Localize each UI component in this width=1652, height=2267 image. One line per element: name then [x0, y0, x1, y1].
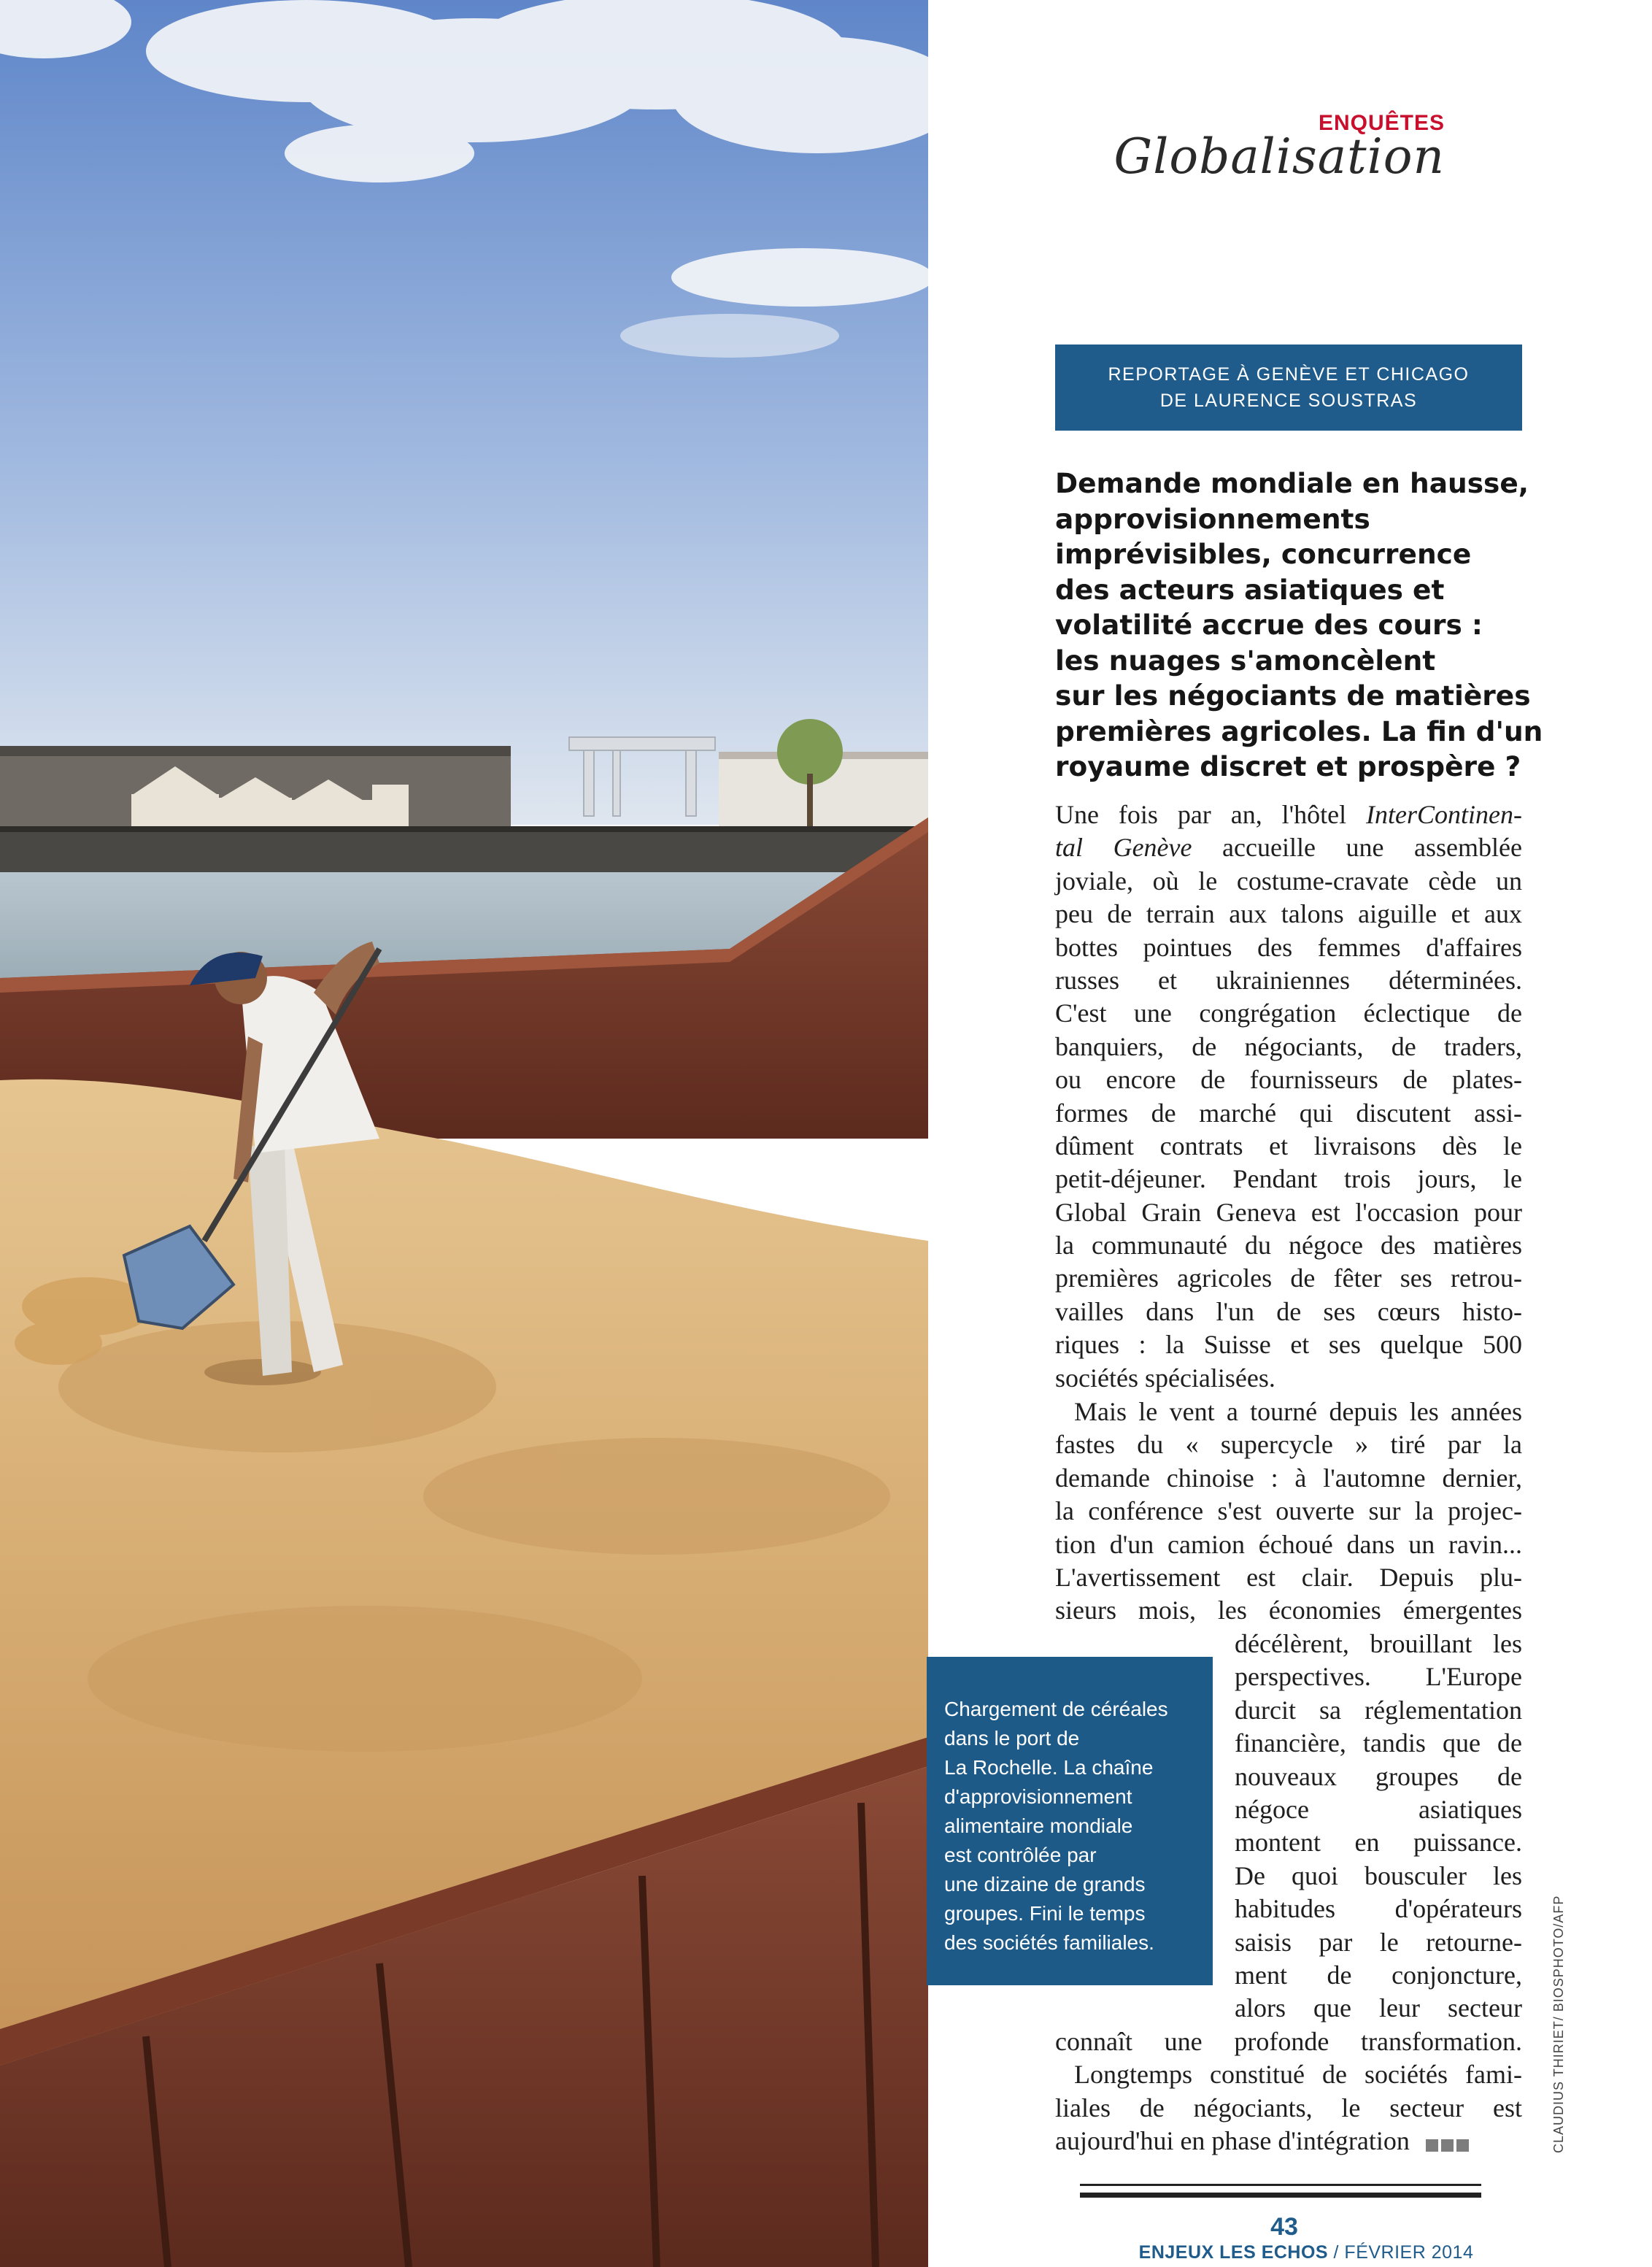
lede-line: imprévisibles, concurrence	[1055, 538, 1472, 570]
body-line: saisis par le retourne-	[1235, 1927, 1522, 1957]
body-line: Longtemps constitué de sociétés fami-	[1074, 2060, 1522, 2090]
body-line: liales de négociants, le secteur est	[1055, 2093, 1522, 2122]
lede-line: les nuages s'amoncèlent	[1055, 644, 1436, 677]
caption-line: alimentaire mondiale	[944, 1814, 1133, 1837]
caption-line: d'approvisionnement	[944, 1785, 1132, 1808]
footer-publication	[1131, 2242, 1481, 2263]
body-line: la communauté du négoce des matières	[1055, 1231, 1522, 1260]
body-line: sociétés spécialisées.	[1055, 1363, 1275, 1393]
hotel-name-italic: tal Genève	[1055, 833, 1192, 863]
photo-caption	[927, 1657, 1213, 1985]
body-line-text: Une fois par an, l'hôtel	[1055, 800, 1347, 829]
body-line: L'avertissement est clair. Depuis plu-	[1055, 1562, 1522, 1592]
lede-line: sur les négociants de matières	[1055, 680, 1531, 712]
body-line: connaît une profonde transformation.	[1055, 2027, 1522, 2056]
publication-date: / FÉVRIER 2014	[1328, 2242, 1474, 2263]
section-rubric: Globalisation	[1113, 128, 1445, 185]
body-line: la conférence s'est ouverte sur la projec-	[1055, 1496, 1522, 1526]
lede-line: premières agricoles. La fin d'un	[1055, 715, 1543, 747]
body-line: vailles dans l'un de ses cœurs histo-	[1055, 1296, 1522, 1326]
body-line: formes de marché qui discutent assi-	[1055, 1098, 1522, 1128]
caption-line: La Rochelle. La chaîne	[944, 1756, 1154, 1779]
body-line: C'est une congrégation éclectique de	[1055, 998, 1522, 1028]
lede-line: royaume discret et prospère ?	[1055, 750, 1521, 782]
body-line: durcit sa réglementation	[1235, 1695, 1522, 1725]
body-line: banquiers, de négociants, de traders,	[1055, 1031, 1522, 1061]
body-line: nouveaux groupes de	[1235, 1761, 1522, 1791]
body-paragraph-2-narrow	[1235, 1628, 1522, 2025]
body-line: ment de conjoncture,	[1235, 1960, 1522, 1990]
lede-line: volatilité accrue des cours :	[1055, 609, 1483, 641]
body-line	[1055, 2125, 1522, 2158]
footer-rule	[1080, 2184, 1481, 2198]
body-line: joviale, où le costume-cravate cède un	[1055, 866, 1522, 896]
body-line: demande chinoise : à l'automne dernier,	[1055, 1463, 1522, 1493]
body-line: russes et ukrainiennes déterminées.	[1055, 965, 1522, 995]
body-line: premières agricoles de fêter ses retrou-	[1055, 1263, 1522, 1293]
body-line: peu de terrain aux talons aiguille et aux	[1055, 899, 1522, 929]
body-paragraph-3	[1055, 2025, 1522, 2158]
body-line: montent en puissance.	[1235, 1828, 1522, 1858]
caption-line: Chargement de céréales	[944, 1698, 1168, 1720]
lede-line: des acteurs asiatiques et	[1055, 573, 1445, 606]
byline-line-1: REPORTAGE À GENÈVE ET CHICAGO	[1108, 364, 1470, 385]
body-line: alors que leur secteur	[1235, 1993, 1522, 2023]
body-paragraph-1	[1055, 798, 1522, 1395]
byline-line-2: DE LAURENCE SOUSTRAS	[1159, 390, 1418, 411]
caption-line: une dizaine de grands	[944, 1873, 1146, 1895]
body-line: ou encore de fournisseurs de plates-	[1055, 1065, 1522, 1095]
photo-credit: CLAUDIUS THIRIET/ BIOSPHOTO/AFP	[1551, 1895, 1566, 2153]
body-line: habitudes d'opérateurs	[1235, 1894, 1522, 1924]
lede-line: approvisionnements	[1055, 502, 1370, 535]
body-line-text: accueille une assemblée	[1192, 833, 1522, 863]
body-line: négoce asiatiques	[1235, 1794, 1522, 1824]
lede-line: Demande mondiale en hausse,	[1055, 467, 1529, 499]
body-line: Global Grain Geneva est l'occasion pour	[1055, 1197, 1522, 1227]
body-line: De quoi bousculer les	[1235, 1860, 1522, 1890]
body-line: financière, tandis que de	[1235, 1728, 1522, 1758]
caption-line: groupes. Fini le temps	[944, 1902, 1146, 1925]
section-kicker: ENQUÊTES	[1318, 111, 1445, 135]
body-line: bottes pointues des femmes d'affaires	[1055, 932, 1522, 962]
publication-name: ENJEUX LES ECHOS	[1138, 2242, 1329, 2263]
body-paragraph-2	[1055, 1396, 1522, 1628]
body-line: perspectives. L'Europe	[1235, 1662, 1522, 1692]
continued-marks	[1423, 2127, 1469, 2160]
body-line: tion d'un camion échoué dans un ravin...	[1055, 1529, 1522, 1559]
hotel-name-italic: InterContinen-	[1366, 800, 1522, 829]
caption-line: est contrôlée par	[944, 1844, 1097, 1866]
body-line: dûment contrats et livraisons dès le	[1055, 1131, 1522, 1161]
caption-line: dans le port de	[944, 1727, 1080, 1750]
body-line: sieurs mois, les économies émergentes	[1055, 1596, 1522, 1625]
body-line: Mais le vent a tourné depuis les années	[1074, 1397, 1522, 1426]
body-line: petit-déjeuner. Pendant trois jours, le	[1055, 1164, 1522, 1194]
body-line: fastes du « supercycle » tiré par la	[1055, 1430, 1522, 1460]
article-lede	[1055, 466, 1543, 785]
byline-box	[1055, 345, 1522, 431]
body-line: décélèrent, brouillant les	[1235, 1629, 1522, 1658]
caption-line: des sociétés familiales.	[944, 1931, 1154, 1954]
body-line-text: aujourd'hui en phase d'intégration	[1055, 2126, 1410, 2156]
page-number: 43	[1270, 2213, 1298, 2241]
body-line	[1055, 831, 1522, 864]
body-line	[1055, 798, 1522, 831]
body-line: riques : la Suisse et ses quelque 500	[1055, 1330, 1522, 1360]
